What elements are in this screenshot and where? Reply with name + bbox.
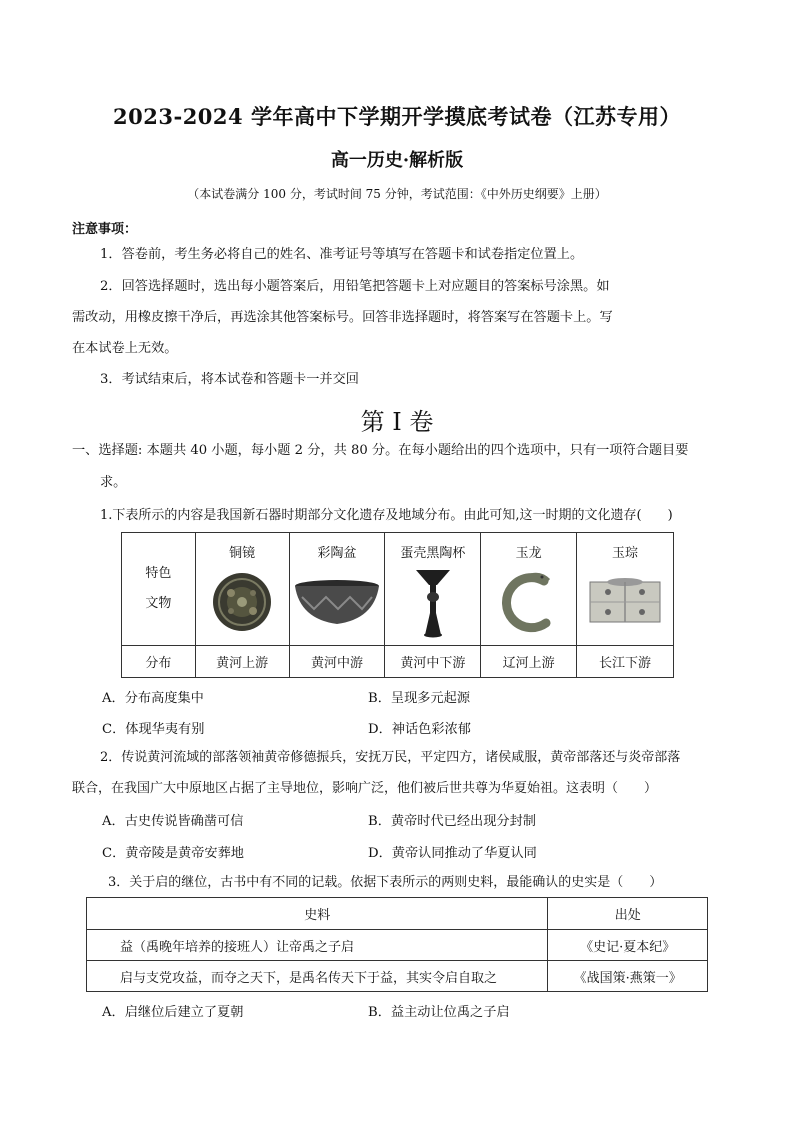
exam-subtitle: 高一历史·解析版 <box>330 150 464 171</box>
artifact-name: 玉琮 <box>612 546 639 561</box>
q3-option-a: A．启继位后建立了夏朝 <box>102 1005 244 1020</box>
source-ref-cell: 《战国策·燕策一》 <box>548 961 708 992</box>
note-2-line-1: 2．回答选择题时，选出每小题答案后，用铅笔把答题卡上对应题目的答案标号涂黑。如 <box>100 279 610 294</box>
artifact-name: 彩陶盆 <box>317 546 357 561</box>
source-ref-cell: 《史记·夏本纪》 <box>548 930 708 961</box>
note-2-line-3: 在本试卷上无效。 <box>72 341 178 356</box>
q2-stem-line-2: 联合，在我国广大中原地区占据了主导地位，影响广泛，他们被后世共尊为华夏始祖。这表明（ ） <box>72 781 658 796</box>
jade-cong-icon <box>586 574 664 628</box>
q1-option-d: D．神话色彩浓郁 <box>368 722 471 737</box>
artifact-cell <box>195 533 289 646</box>
source-text-cell: 益（禹晚年培养的接班人）让帝禹之子启 <box>87 930 548 961</box>
bronze-mirror-icon <box>211 571 273 633</box>
q1-stem: 1.下表所示的内容是我国新石器时期部分文化遗存及地域分布。由此可知,这一时期的文化遗存( ) <box>100 508 673 523</box>
q3-option-b: B．益主动让位禹之子启 <box>368 1005 510 1020</box>
q1-artifact-table <box>121 532 674 678</box>
artifact-cell <box>289 533 385 646</box>
painted-pottery-basin-icon <box>294 579 380 629</box>
artifact-cell <box>577 533 674 646</box>
region-cell: 长江下游 <box>577 646 674 678</box>
row-label-cell <box>122 533 196 646</box>
note-2-line-2: 需改动，用橡皮擦干净后，再选涂其他答案标号。回答非选择题时，将答案写在答题卡上。写 <box>72 310 613 325</box>
q2-option-c: C．黄帝陵是黄帝安葬地 <box>102 846 244 861</box>
q2-stem-line-1: 2．传说黄河流域的部落领袖黄帝修德振兵，安抚万民，平定四方，诸侯咸服，黄帝部落还与炎帝部落 <box>100 750 681 765</box>
artifact-cell <box>385 533 481 646</box>
volume-heading: 第 I 卷 <box>360 408 434 436</box>
q2-option-a: A．古史传说皆确凿可信 <box>102 814 244 829</box>
jade-dragon-icon <box>496 567 562 633</box>
notes-heading: 注意事项： <box>72 222 138 237</box>
exam-meta: （本试卷满分 100 分，考试时间 75 分钟，考试范围：《中外历史纲要》上册） <box>187 187 607 201</box>
dist-label-cell: 分布 <box>122 646 196 678</box>
source-text-cell: 启与支党攻益，而夺之天下，是禹名传天下于益，其实令启自取之 <box>87 961 548 992</box>
note-1: 1．答卷前，考生务必将自己的姓名、准考证号等填写在答题卡和试卷指定位置上。 <box>100 247 584 262</box>
artifact-cell <box>481 533 577 646</box>
artifact-name: 铜镜 <box>229 546 256 561</box>
region-cell: 黄河上游 <box>195 646 289 678</box>
q3-source-table <box>86 897 708 992</box>
eggshell-black-pottery-cup-icon <box>413 567 453 639</box>
region-cell: 黄河中游 <box>289 646 385 678</box>
q2-option-b: B．黄帝时代已经出现分封制 <box>368 814 536 829</box>
q1-option-b: B．呈现多元起源 <box>368 691 471 706</box>
row-label-line-2: 文物 <box>145 596 172 611</box>
region-cell: 辽河上游 <box>481 646 577 678</box>
q2-option-d: D．黄帝认同推动了华夏认同 <box>368 846 537 861</box>
note-3: 3．考试结束后，将本试卷和答题卡一并交回 <box>100 372 359 387</box>
q1-option-a: A．分布高度集中 <box>102 691 204 706</box>
q3-stem: 3．关于启的继位，古书中有不同的记载。依据下表所示的两则史料，最能确认的史实是（ ） <box>108 875 663 890</box>
section-instruction-line-1: 一、选择题: 本题共 40 小题，每小题 2 分，共 80 分。在每小题给出的四个选项中，只有一项符合题目要 <box>72 443 689 458</box>
row-label-line-1: 特色 <box>145 566 172 581</box>
artifact-name: 蛋壳黑陶杯 <box>400 546 466 561</box>
q1-option-c: C．体现华夷有别 <box>102 722 205 737</box>
exam-title: 2023-2024 学年高中下学期开学摸底考试卷（江苏专用） <box>113 104 681 129</box>
header-cell: 出处 <box>548 898 708 930</box>
region-cell: 黄河中下游 <box>385 646 481 678</box>
artifact-name: 玉龙 <box>515 546 542 561</box>
header-cell: 史料 <box>87 898 548 930</box>
section-instruction-line-2: 求。 <box>100 475 127 490</box>
